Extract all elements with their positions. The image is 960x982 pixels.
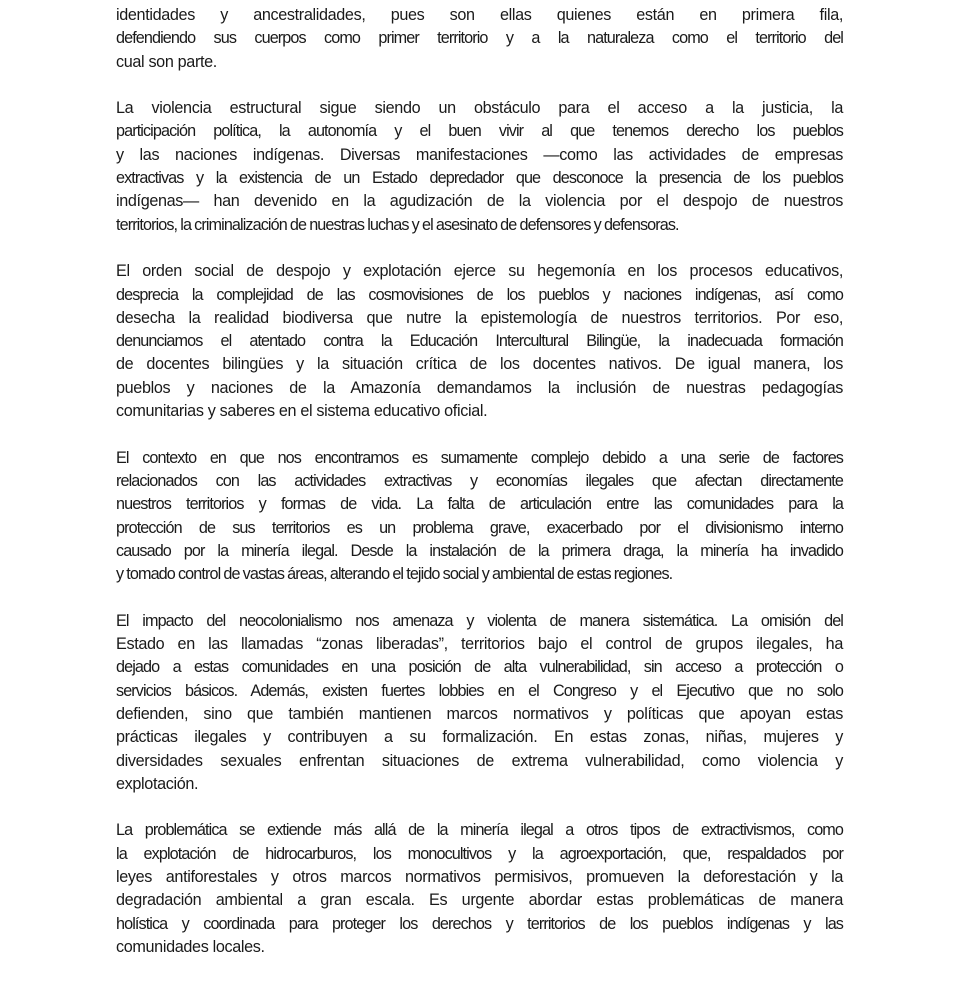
document-page: [116, 4, 843, 982]
text-line: La problemática se extiende más allá de la minería ilegal a otros tipos de extractivismos, como: [116, 821, 843, 840]
text-line: y las naciones indígenas. Diversas manifestaciones —como las actividades de empresas: [116, 145, 843, 164]
paragraph-3: [116, 260, 843, 423]
text-line: La violencia estructural sigue siendo un obstáculo para el acceso a la justicia, la: [116, 99, 843, 118]
text-line: y tomado control de vastas áreas, alterando el tejido social y ambiental de estas regiones.: [116, 565, 673, 584]
text-line: nuestros territorios y formas de vida. La falta de articulación entre las comunidades para la: [116, 495, 843, 514]
text-line: identidades y ancestralidades, pues son ellas quienes están en primera fila,: [116, 6, 843, 24]
paragraph-1: [116, 4, 843, 74]
text-line: territorios, la criminalización de nuestras luchas y el asesinato de defensores y defensoras.: [116, 215, 679, 234]
text-line: dejado a estas comunidades en una posición de alta vulnerabilidad, sin acceso a protección o: [116, 658, 843, 677]
text-line: servicios básicos. Además, existen fuertes lobbies en el Congreso y el Ejecutivo que no solo: [116, 681, 843, 700]
text-line: participación política, la autonomía y el buen vivir al que tenemos derecho los pueblos: [116, 122, 843, 141]
text-line: El impacto del neocolonialismo nos amenaza y violenta de manera sistemática. La omisión del: [116, 611, 843, 630]
text-line: El orden social de despojo y explotación ejerce su hegemonía en los procesos educativos,: [116, 262, 843, 281]
text-line: extractivas y la existencia de un Estado depredador que desconoce la presencia de los pueblos: [116, 169, 843, 188]
text-line: El contexto en que nos encontramos es sumamente complejo debido a una serie de factores: [116, 448, 843, 467]
text-line: protección de sus territorios es un problema grave, exacerbado por el divisionismo interno: [116, 518, 843, 537]
text-line: pueblos y naciones de la Amazonía demandamos la inclusión de nuestras pedagogías: [116, 378, 843, 397]
text-line: degradación ambiental a gran escala. Es urgente abordar estas problemáticas de manera: [116, 891, 843, 910]
text-line: diversidades sexuales enfrentan situaciones de extrema vulnerabilidad, como violencia y: [116, 751, 843, 770]
text-line: de docentes bilingües y la situación crítica de los docentes nativos. De igual manera, los: [116, 355, 843, 374]
text-line: indígenas— han devenido en la agudización de la violencia por el despojo de nuestros: [116, 192, 843, 211]
text-line: explotación.: [116, 774, 199, 793]
text-line: cual son parte.: [116, 52, 217, 71]
text-line: leyes antiforestales y otros marcos normativos permisivos, promueven la deforestación y la: [116, 867, 843, 886]
paragraph-2: [116, 97, 843, 237]
text-line: desprecia la complejidad de las cosmovisiones de los pueblos y naciones indígenas, así como: [116, 285, 843, 304]
text-line: prácticas ilegales y contribuyen a su formalización. En estas zonas, niñas, mujeres y: [116, 728, 843, 747]
text-line: denunciamos el atentado contra la Educación Intercultural Bilingüe, la inadecuada formación: [116, 332, 843, 351]
text-line: defendiendo sus cuerpos como primer territorio y a la naturaleza como el territorio del: [116, 29, 843, 48]
paragraph-6: [116, 819, 843, 959]
text-line: la explotación de hidrocarburos, los monocultivos y la agroexportación, que, respaldados por: [116, 844, 843, 863]
text-line: relacionados con las actividades extractivas y economías ilegales que afectan directamente: [116, 471, 843, 490]
text-line: Estado en las llamadas “zonas liberadas”, territorios bajo el control de grupos ilegales, ha: [116, 635, 843, 654]
text-line: defienden, sino que también mantienen marcos normativos y políticas que apoyan estas: [116, 704, 843, 723]
text-line: holística y coordinada para proteger los derechos y territorios de los pueblos indígenas y las: [116, 914, 843, 933]
text-line: comunitarias y saberes en el sistema educativo oficial.: [116, 402, 488, 421]
paragraph-5: [116, 610, 843, 796]
text-line: causado por la minería ilegal. Desde la instalación de la primera draga, la minería ha invadido: [116, 541, 843, 560]
text-line: comunidades locales.: [116, 937, 265, 956]
paragraph-4: [116, 447, 843, 587]
text-line: desecha la realidad biodiversa que nutre la epistemología de nuestros territorios. Por eso,: [116, 308, 843, 327]
